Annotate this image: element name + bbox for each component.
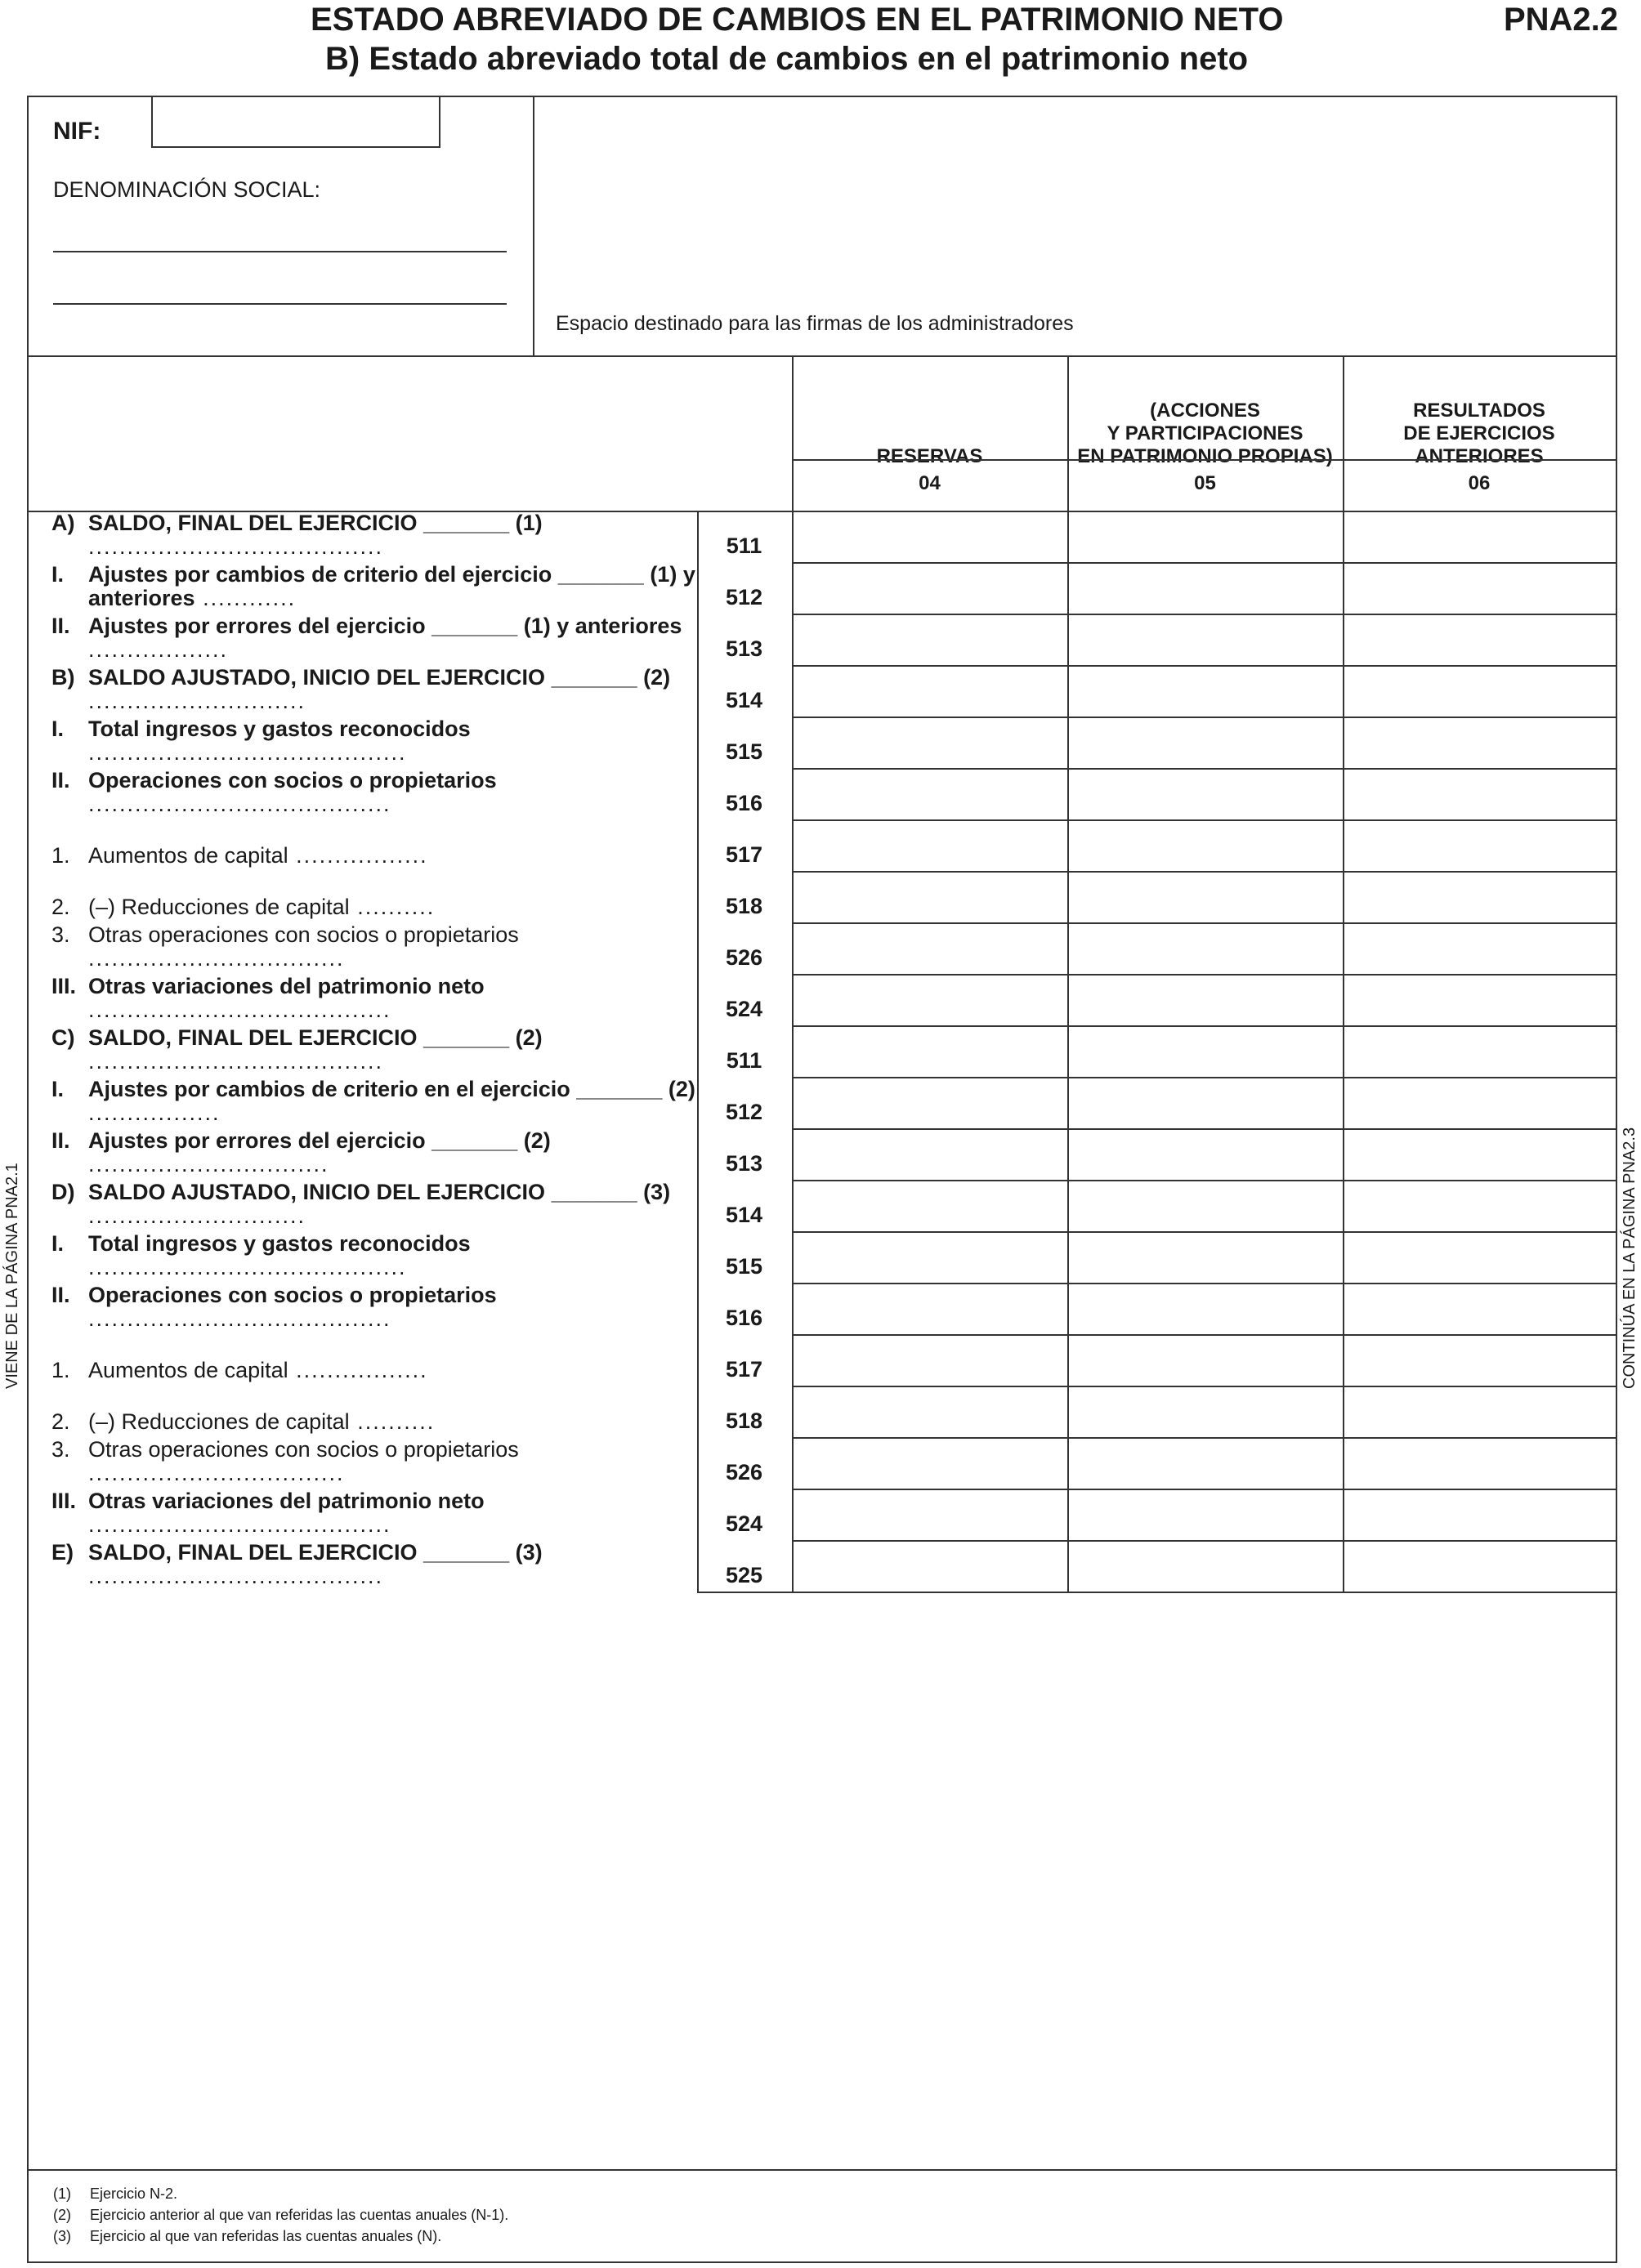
- row-prefix: 1.: [51, 843, 70, 868]
- amount-cell-04[interactable]: [794, 1078, 1066, 1127]
- row-prefix: II.: [51, 1128, 70, 1153]
- row-code: 511: [726, 1048, 762, 1073]
- amount-cell-06[interactable]: [1344, 1233, 1614, 1281]
- leader-dots: ..........: [349, 895, 436, 919]
- amount-cell-04[interactable]: [794, 821, 1066, 869]
- denominacion-field-line-2[interactable]: [53, 303, 507, 305]
- row-text: Ajustes por errores del ejercicio _______ (2): [88, 1128, 551, 1153]
- leader-dots: .................: [288, 1358, 428, 1382]
- row-code: 513: [725, 636, 763, 661]
- amount-cell-06[interactable]: [1344, 718, 1614, 766]
- row-label: [51, 1438, 697, 1485]
- grid-line: [697, 1592, 792, 1593]
- row-code: 514: [725, 688, 763, 712]
- table-row: [29, 974, 1616, 1025]
- table-row: [29, 717, 1616, 768]
- amount-cell-05[interactable]: [1069, 873, 1341, 921]
- row-code: 524: [725, 1511, 763, 1536]
- row-prefix: 2.: [51, 895, 70, 919]
- row-label: [51, 717, 697, 765]
- amount-cell-06[interactable]: [1344, 770, 1614, 818]
- amount-cell-06[interactable]: [1344, 821, 1614, 869]
- amount-cell-06[interactable]: [1344, 976, 1614, 1024]
- row-code: 516: [725, 1306, 763, 1330]
- amount-cell-04[interactable]: [794, 1027, 1066, 1075]
- row-text: (–) Reducciones de capital: [88, 1409, 350, 1434]
- column-header-05: [1067, 378, 1343, 468]
- row-label: [51, 1359, 697, 1382]
- leader-dots: .......................................: [88, 792, 391, 816]
- footnote-mark: (1): [53, 2185, 71, 2202]
- form-code: PNA2.2: [1503, 2, 1618, 38]
- footnote-text: Ejercicio al que van referidas las cuentas anuales (N).: [90, 2228, 442, 2244]
- row-text: SALDO, FINAL DEL EJERCICIO _______ (2): [88, 1025, 543, 1050]
- leader-dots: ............................: [88, 689, 306, 713]
- row-code: 513: [725, 1151, 763, 1176]
- row-text: Otras variaciones del patrimonio neto: [88, 1489, 485, 1513]
- row-label: [51, 1541, 697, 1588]
- footnotes: [29, 2169, 1616, 2244]
- identification-section: [29, 97, 1616, 357]
- row-prefix: I.: [51, 717, 65, 741]
- amount-cell-06[interactable]: [1344, 615, 1614, 663]
- footnote-mark: (2): [53, 2207, 71, 2223]
- row-prefix: A): [51, 511, 75, 535]
- row-label: [51, 1489, 697, 1537]
- table-row: [29, 1334, 1616, 1386]
- row-prefix: 1.: [51, 1358, 70, 1382]
- footnote: [53, 2228, 441, 2245]
- amount-cell-04[interactable]: [794, 1233, 1066, 1281]
- leader-dots: ......................................: [88, 1564, 384, 1588]
- leader-dots: .........................................: [88, 740, 407, 765]
- row-text: Otras variaciones del patrimonio neto: [88, 974, 485, 998]
- leader-dots: .......................................: [88, 1512, 391, 1537]
- amount-cell-04[interactable]: [794, 1439, 1066, 1487]
- row-label: [51, 666, 697, 713]
- row-label: [51, 1129, 697, 1176]
- row-label: [51, 844, 697, 868]
- amount-cell-05[interactable]: [1069, 821, 1341, 869]
- table-row: [29, 665, 1616, 717]
- amount-cell-06[interactable]: [1344, 1387, 1614, 1435]
- amount-cell-04[interactable]: [794, 976, 1066, 1024]
- table-row: [29, 1283, 1616, 1334]
- row-text: Total ingresos y gastos reconocidos: [88, 717, 471, 741]
- leader-dots: .................: [88, 1101, 221, 1125]
- row-text: Total ingresos y gastos reconocidos: [88, 1231, 471, 1256]
- amount-cell-05[interactable]: [1069, 1387, 1341, 1435]
- row-label: [51, 975, 697, 1022]
- row-text: Otras operaciones con socios o propietarios: [88, 1437, 519, 1462]
- row-prefix: II.: [51, 768, 70, 792]
- amount-cell-04[interactable]: [794, 1130, 1066, 1178]
- amount-cell-04[interactable]: [794, 564, 1066, 612]
- row-label: [51, 769, 697, 816]
- amount-cell-04[interactable]: [794, 873, 1066, 921]
- column-header-06: [1343, 378, 1616, 468]
- row-label: [51, 1026, 697, 1074]
- amount-cell-04[interactable]: [794, 770, 1066, 818]
- row-prefix: I.: [51, 562, 65, 587]
- row-code: 518: [725, 894, 763, 918]
- footnote-text: Ejercicio N-2.: [90, 2185, 178, 2202]
- footnote: [53, 2185, 177, 2203]
- grid-line: [792, 459, 1616, 461]
- amount-cell-05[interactable]: [1069, 1078, 1341, 1127]
- amount-cell-05[interactable]: [1069, 1130, 1341, 1178]
- signature-area-label: Espacio destinado para las firmas de los administradores: [556, 312, 1074, 335]
- row-text: Operaciones con socios o propietarios: [88, 1283, 497, 1307]
- amount-cell-04[interactable]: [794, 1387, 1066, 1435]
- leader-dots: ......................................: [88, 534, 384, 559]
- row-prefix: B): [51, 665, 75, 690]
- amount-cell-04[interactable]: [794, 512, 1066, 560]
- row-code: 516: [725, 791, 763, 815]
- row-text: Operaciones con socios o propietarios: [88, 768, 497, 792]
- page-subtitle: B) Estado abreviado total de cambios en el patrimonio neto: [325, 41, 1249, 77]
- amount-cell-05[interactable]: [1069, 1284, 1341, 1333]
- amount-cell-04[interactable]: [794, 1181, 1066, 1230]
- amount-cell-05[interactable]: [1069, 770, 1341, 818]
- column-header-04: [792, 378, 1067, 468]
- amount-cell-04[interactable]: [794, 1542, 1066, 1590]
- leader-dots: .........................................: [88, 1255, 407, 1279]
- nif-label: NIF:: [53, 118, 101, 145]
- row-text: SALDO AJUSTADO, INICIO DEL EJERCICIO _______ (2): [88, 665, 671, 690]
- row-text: SALDO, FINAL DEL EJERCICIO _______ (3): [88, 1540, 543, 1565]
- row-code: 517: [725, 1357, 763, 1382]
- row-prefix: I.: [51, 1077, 65, 1101]
- row-label: [51, 1232, 697, 1279]
- row-text: Ajustes por cambios de criterio en el ejercicio _______ (2): [88, 1077, 695, 1101]
- row-text: Ajustes por errores del ejercicio _______ (1) y anteriores: [88, 614, 682, 638]
- amount-cell-06[interactable]: [1344, 1181, 1614, 1230]
- footnote-mark: (3): [53, 2228, 71, 2244]
- row-label: [51, 923, 697, 971]
- leader-dots: ............: [195, 586, 297, 610]
- row-prefix: I.: [51, 1231, 65, 1256]
- table-row: [29, 511, 1616, 562]
- row-label: [51, 614, 697, 662]
- table-row: [29, 1231, 1616, 1283]
- amount-cell-05[interactable]: [1069, 564, 1341, 612]
- amount-cell-04[interactable]: [794, 1284, 1066, 1333]
- amount-cell-05[interactable]: [1069, 718, 1341, 766]
- amount-cell-04[interactable]: [794, 1490, 1066, 1538]
- row-text: (–) Reducciones de capital: [88, 895, 350, 919]
- row-prefix: D): [51, 1180, 75, 1204]
- table-row: [29, 1077, 1616, 1128]
- column-number-06: 06: [1468, 472, 1491, 494]
- table-row: [29, 1540, 1616, 1592]
- denominacion-field-line-1[interactable]: [53, 251, 507, 252]
- table-row: [29, 871, 1616, 922]
- leader-dots: ..........: [349, 1409, 436, 1434]
- leader-dots: ......................................: [88, 1049, 384, 1074]
- amount-cell-04[interactable]: [794, 615, 1066, 663]
- next-page-note: CONTINÚA EN LA PÁGINA PNA2.3: [1621, 1127, 1639, 1389]
- amount-cell-05[interactable]: [1069, 1336, 1341, 1384]
- amount-cell-06[interactable]: [1344, 873, 1614, 921]
- amount-cell-05[interactable]: [1069, 1181, 1341, 1230]
- table-row: [29, 1180, 1616, 1231]
- row-prefix: 3.: [51, 1437, 70, 1462]
- row-prefix: 3.: [51, 922, 70, 947]
- amount-cell-05[interactable]: [1069, 512, 1341, 560]
- form-frame: [27, 96, 1617, 2263]
- row-label: [51, 1181, 697, 1228]
- amount-cell-06[interactable]: [1344, 512, 1614, 560]
- row-code: 526: [725, 1460, 763, 1484]
- row-text: Ajustes por cambios de criterio del ejercicio _______ (1) y anteriores: [88, 562, 695, 610]
- amount-cell-06[interactable]: [1344, 1490, 1614, 1538]
- column-number-05: 05: [1194, 472, 1216, 494]
- leader-dots: .................................: [88, 946, 345, 971]
- row-text: SALDO, FINAL DEL EJERCICIO _______ (1): [88, 511, 543, 535]
- table-row: [29, 819, 1616, 871]
- leader-dots: .......................................: [88, 1306, 391, 1331]
- table-row: [29, 1437, 1616, 1489]
- amount-cell-06[interactable]: [1344, 1078, 1614, 1127]
- amount-cell-05[interactable]: [1069, 667, 1341, 715]
- amount-cell-04[interactable]: [794, 924, 1066, 972]
- row-label: [51, 563, 697, 610]
- table-row: [29, 614, 1616, 665]
- row-text: Otras operaciones con socios o propietarios: [88, 922, 519, 947]
- leader-dots: ............................: [88, 1203, 306, 1228]
- amount-cell-05[interactable]: [1069, 1027, 1341, 1075]
- leader-dots: ...............................: [88, 1152, 329, 1176]
- table-row: [29, 562, 1616, 614]
- row-prefix: III.: [51, 974, 77, 998]
- table-row: [29, 768, 1616, 819]
- row-label: [51, 511, 697, 559]
- table-row: [29, 922, 1616, 974]
- table-row: [29, 1025, 1616, 1077]
- row-prefix: C): [51, 1025, 75, 1050]
- column-title: (ACCIONES Y PARTICIPACIONES EN PATRIMONIO PROPIAS): [1077, 400, 1333, 467]
- amount-cell-06[interactable]: [1344, 1336, 1614, 1384]
- row-code: 515: [725, 1254, 763, 1279]
- row-code: 512: [725, 585, 763, 609]
- row-prefix: II.: [51, 1283, 70, 1307]
- company-identification: [29, 97, 534, 355]
- amount-cell-06[interactable]: [1344, 924, 1614, 972]
- column-title: RESERVAS: [876, 445, 983, 467]
- row-label: [51, 1078, 697, 1125]
- amount-cell-05[interactable]: [1069, 976, 1341, 1024]
- amount-cell-06[interactable]: [1344, 1130, 1614, 1178]
- amount-cell-06[interactable]: [1344, 1284, 1614, 1333]
- table-row: [29, 1489, 1616, 1540]
- row-text: Aumentos de capital: [88, 1358, 288, 1382]
- row-code: 517: [725, 842, 763, 867]
- row-code: 515: [725, 739, 763, 764]
- amount-cell-06[interactable]: [1344, 1542, 1614, 1590]
- amount-cell-06[interactable]: [1344, 1439, 1614, 1487]
- row-label: [51, 1410, 697, 1434]
- amount-cell-05[interactable]: [1069, 1542, 1341, 1590]
- row-label: [51, 895, 697, 919]
- amount-cell-05[interactable]: [1069, 924, 1341, 972]
- leader-dots: ..................: [88, 637, 229, 662]
- footnote-text: Ejercicio anterior al que van referidas las cuentas anuales (N-1).: [90, 2207, 509, 2223]
- grid-line: [792, 1592, 1616, 1593]
- row-code: 514: [725, 1203, 763, 1227]
- amount-cell-05[interactable]: [1069, 1490, 1341, 1538]
- table-row: [29, 1128, 1616, 1180]
- table-row: [29, 1386, 1616, 1437]
- amount-cell-04[interactable]: [794, 1336, 1066, 1384]
- row-text: Aumentos de capital: [88, 843, 288, 868]
- row-text: SALDO AJUSTADO, INICIO DEL EJERCICIO _______ (3): [88, 1180, 671, 1204]
- amount-cell-06[interactable]: [1344, 1027, 1614, 1075]
- row-code: 526: [725, 945, 763, 970]
- row-label: [51, 1284, 697, 1331]
- amount-cell-04[interactable]: [794, 718, 1066, 766]
- row-prefix: 2.: [51, 1409, 70, 1434]
- column-title: RESULTADOS DE EJERCICIOS ANTERIORES: [1403, 400, 1555, 467]
- footnote: [53, 2207, 508, 2224]
- leader-dots: .......................................: [88, 998, 391, 1022]
- amount-cell-05[interactable]: [1069, 1233, 1341, 1281]
- leader-dots: .................: [288, 843, 428, 868]
- row-prefix: III.: [51, 1489, 77, 1513]
- amount-cell-04[interactable]: [794, 667, 1066, 715]
- nif-field[interactable]: [151, 97, 440, 148]
- column-number-04: 04: [919, 472, 941, 494]
- previous-page-note: VIENE DE LA PÁGINA PNA2.1: [3, 1163, 21, 1389]
- row-code: 524: [725, 997, 763, 1021]
- amount-cell-06[interactable]: [1344, 564, 1614, 612]
- amount-cell-05[interactable]: [1069, 1439, 1341, 1487]
- amount-cell-05[interactable]: [1069, 615, 1341, 663]
- row-prefix: II.: [51, 614, 70, 638]
- row-code: 511: [726, 534, 762, 558]
- row-prefix: E): [51, 1540, 74, 1565]
- leader-dots: .................................: [88, 1461, 345, 1485]
- denominacion-label: DENOMINACIÓN SOCIAL:: [53, 177, 321, 202]
- row-code: 518: [725, 1409, 763, 1433]
- row-code: 525: [725, 1563, 763, 1587]
- amount-cell-06[interactable]: [1344, 667, 1614, 715]
- page-title: ESTADO ABREVIADO DE CAMBIOS EN EL PATRIMONIO NETO: [311, 2, 1284, 38]
- row-code: 512: [725, 1100, 763, 1124]
